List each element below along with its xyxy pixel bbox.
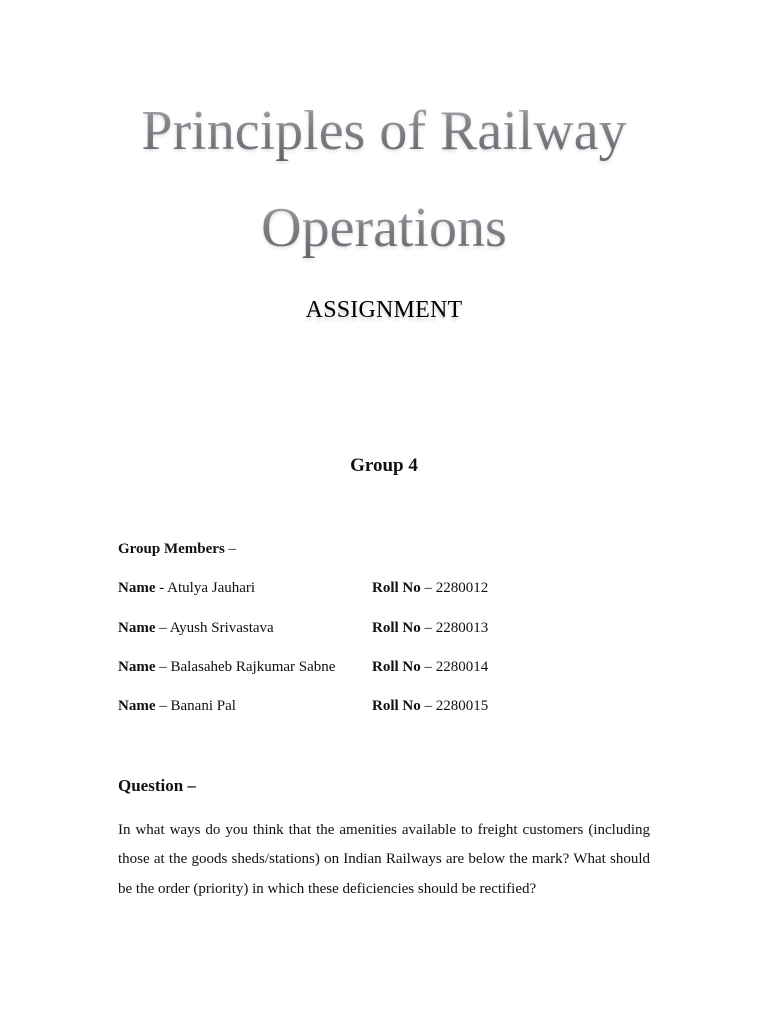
- roll-label: Roll No: [372, 659, 421, 675]
- roll-label: Roll No: [372, 698, 421, 714]
- assignment-subtitle: ASSIGNMENT: [305, 297, 463, 323]
- member-roll-field: [372, 657, 488, 677]
- roll-separator: –: [420, 620, 436, 636]
- member-name: Balasaheb Rajkumar Sabne: [170, 659, 336, 675]
- name-separator: -: [155, 580, 168, 596]
- name-label: Name: [118, 698, 156, 714]
- name-separator: –: [155, 659, 171, 675]
- roll-label: Roll No: [372, 620, 421, 636]
- group-heading: Group 4: [350, 455, 418, 476]
- question-heading: Question –: [118, 776, 196, 795]
- group-members-label: Group Members: [118, 541, 225, 557]
- member-name: Banani Pal: [170, 698, 236, 714]
- roll-label: Roll No: [372, 580, 421, 596]
- member-roll-field: [372, 696, 488, 716]
- roll-separator: –: [420, 698, 436, 714]
- member-roll-field: [372, 578, 488, 598]
- name-label: Name: [118, 659, 156, 675]
- member-name-field: [118, 696, 236, 716]
- roll-separator: –: [420, 580, 436, 596]
- member-name-field: [118, 578, 255, 598]
- member-row: [118, 618, 678, 638]
- group-members-heading: [118, 539, 236, 559]
- member-name-field: [118, 618, 274, 638]
- member-name: Atulya Jauhari: [167, 580, 256, 596]
- name-label: Name: [118, 620, 156, 636]
- member-row: [118, 578, 678, 598]
- member-roll: 2280012: [435, 580, 489, 596]
- member-roll-field: [372, 618, 488, 638]
- member-roll: 2280014: [435, 659, 489, 675]
- member-row: [118, 696, 678, 716]
- name-separator: –: [155, 698, 171, 714]
- member-row: [118, 657, 678, 677]
- question-body: In what ways do you think that the amenities available to freight customers (including those at the goods sheds/stations) on Indian Railways are below the mark? What should be the order (priority) in which these deficiencies should be rectified?: [118, 822, 650, 897]
- name-label: Name: [118, 580, 156, 596]
- member-name-field: [118, 657, 335, 677]
- member-name: Ayush Srivastava: [169, 620, 274, 636]
- roll-separator: –: [420, 659, 436, 675]
- member-roll: 2280013: [435, 620, 489, 636]
- group-members-suffix: –: [224, 541, 237, 557]
- title-line-2: Operations: [0, 196, 768, 260]
- member-roll: 2280015: [435, 698, 489, 714]
- name-separator: –: [155, 620, 170, 636]
- title-line-1: Principles of Railway: [0, 99, 768, 163]
